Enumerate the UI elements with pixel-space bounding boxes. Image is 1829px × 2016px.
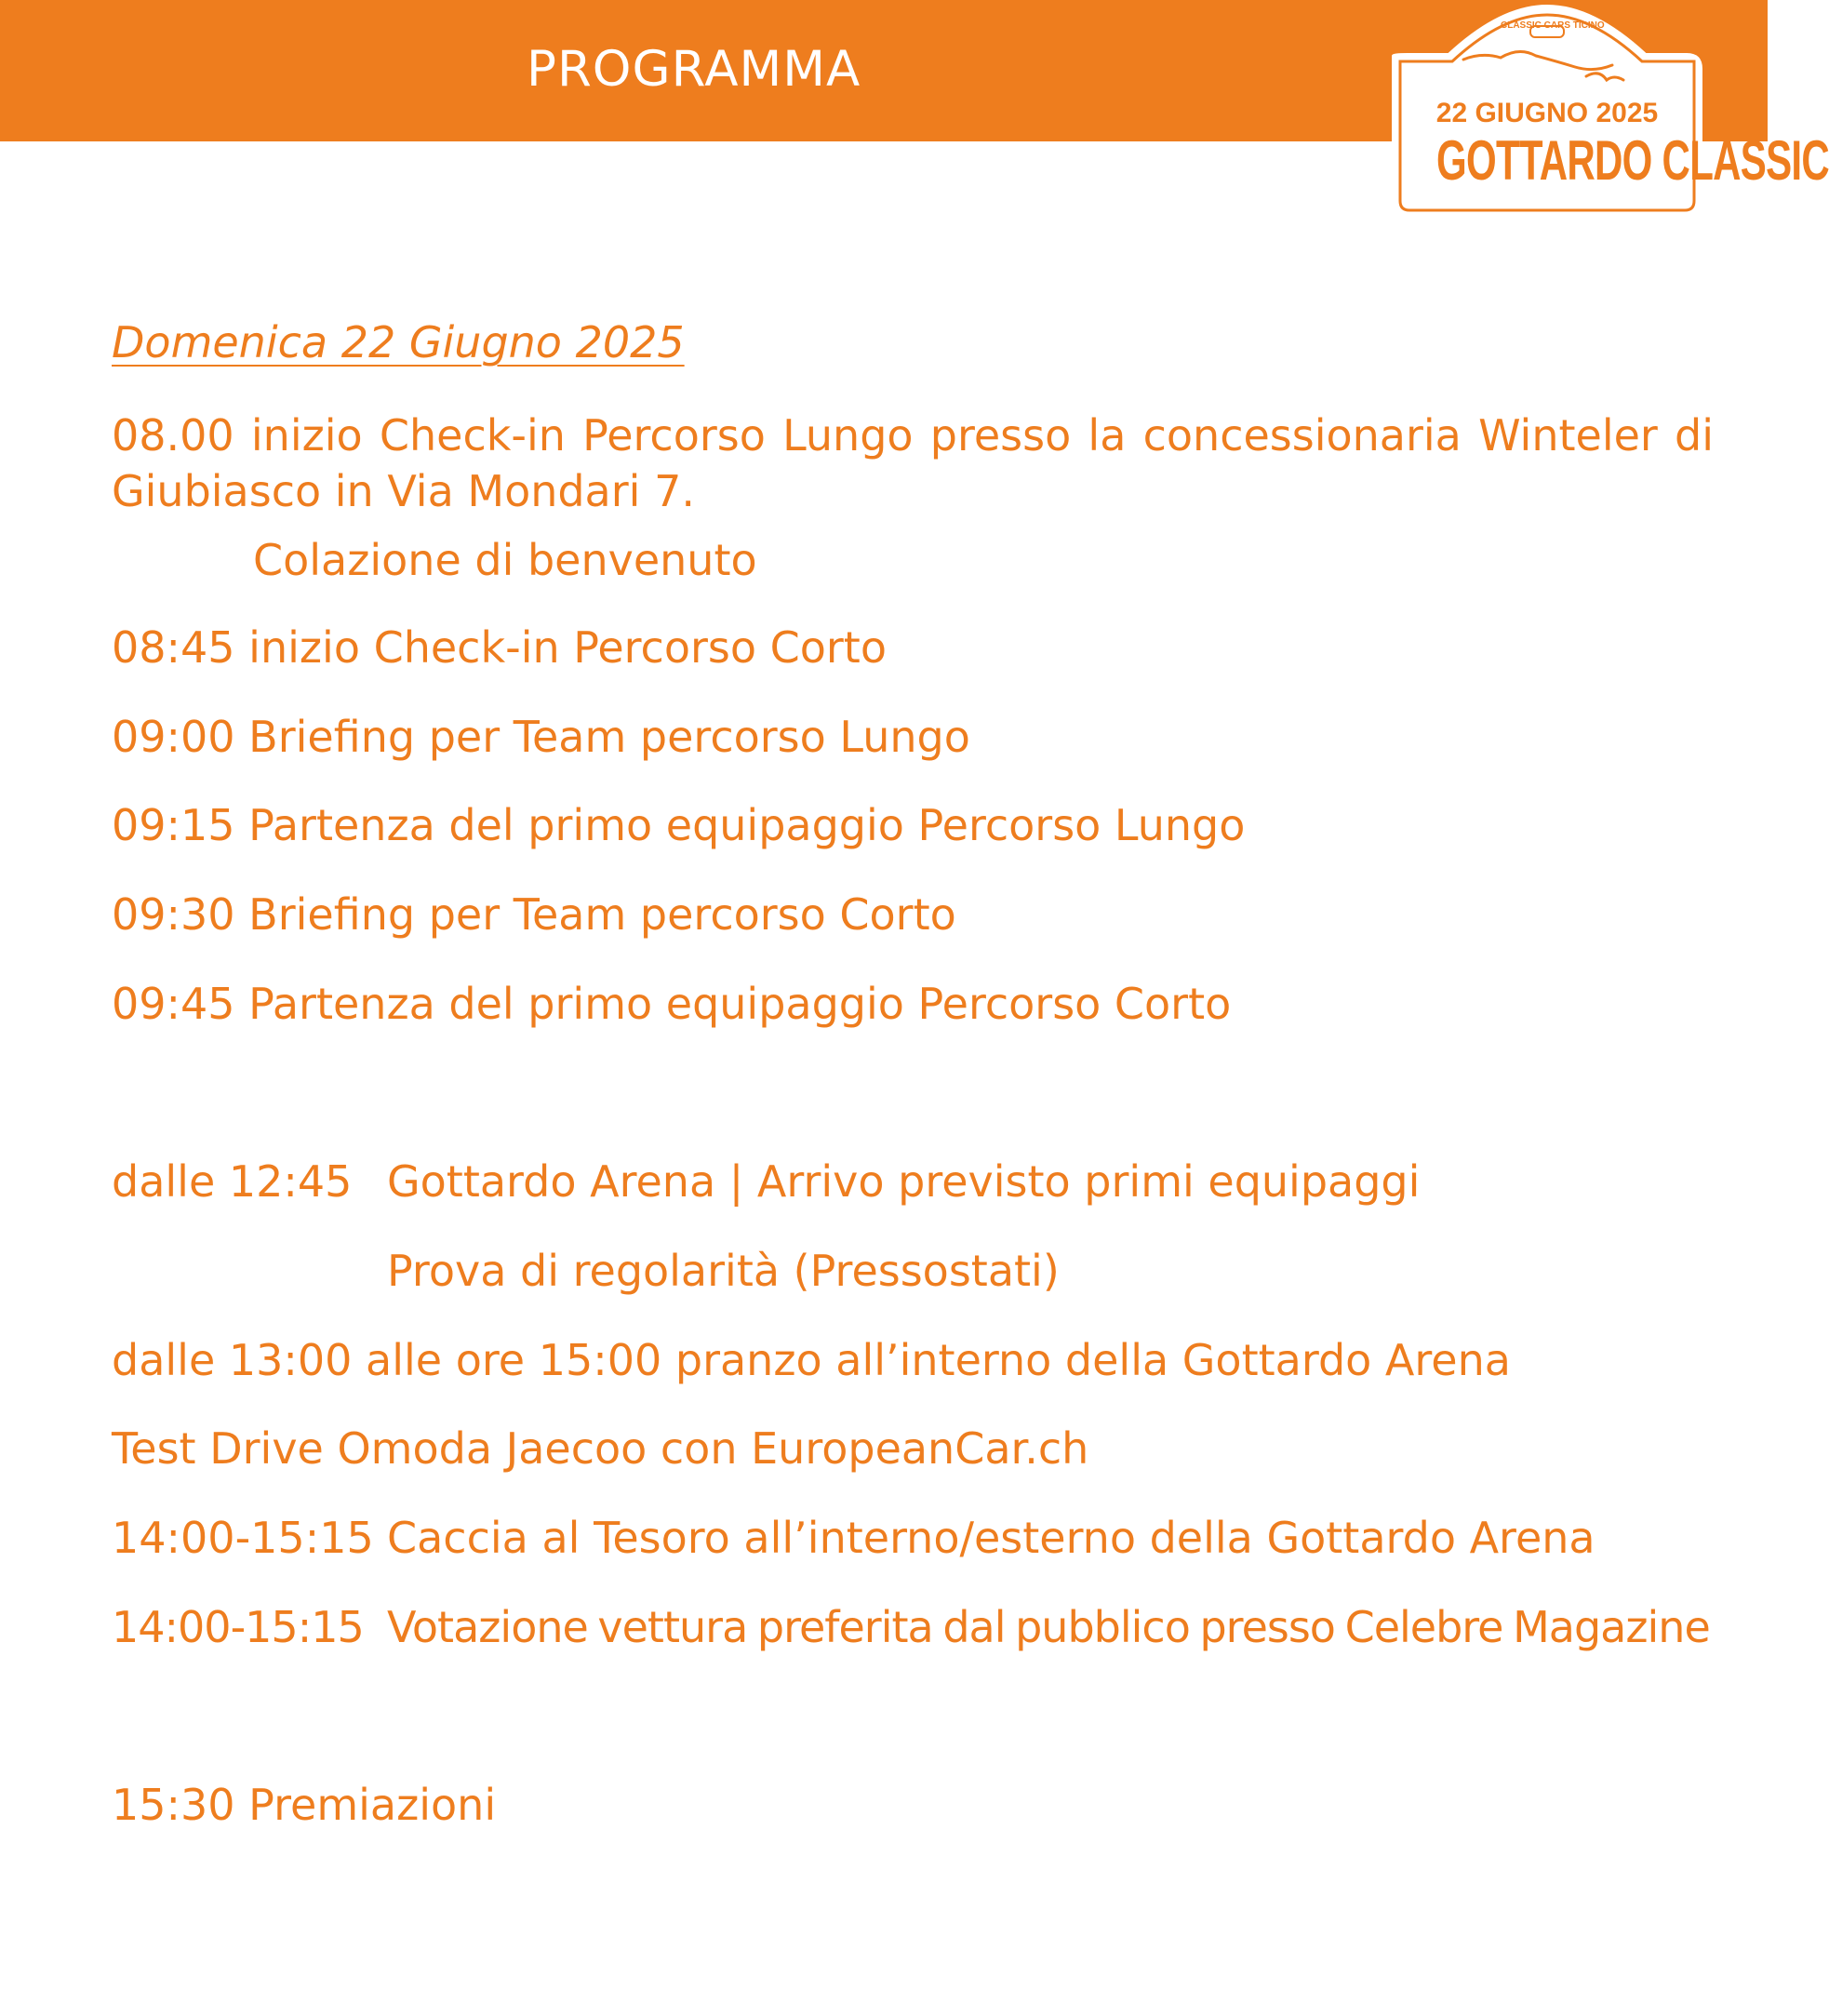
schedule-desc: Votazione vettura preferita dal pubblico presso Celebre Magazine [387, 1602, 1710, 1652]
gottardo-classic-logo [1380, 0, 1829, 223]
schedule-item: 09:30 Briefing per Team percorso Corto [112, 889, 956, 940]
schedule-item: dalle 13:00 alle ore 15:00 pranzo all’interno della Gottardo Arena [112, 1335, 1511, 1385]
schedule-desc: Gottardo Arena | Arrivo previsto primi equipaggi [387, 1156, 1421, 1207]
schedule-item: 08.00 inizio Check-in Percorso Lungo presso la concessionaria Winteler di Giubiasco in Via Mondari 7. [112, 410, 1714, 516]
schedule-time: 14:00-15:15 [112, 1602, 364, 1652]
schedule-time: dalle 12:45 [112, 1156, 353, 1207]
closing-item: 15:30 Premiazioni [112, 1780, 497, 1830]
schedule-item: Test Drive Omoda Jaecoo con EuropeanCar.ch [112, 1423, 1089, 1474]
schedule-item: 09:45 Partenza del primo equipaggio Percorso Corto [112, 979, 1232, 1029]
schedule-item: 09:15 Partenza del primo equipaggio Percorso Lungo [112, 800, 1246, 850]
schedule-time: 14:00-15:15 [112, 1513, 374, 1563]
schedule-item: 09:00 Briefing per Team percorso Lungo [112, 712, 970, 762]
schedule-item: 08:45 inizio Check-in Percorso Corto [112, 622, 887, 673]
schedule-item: Colazione di benvenuto [253, 535, 757, 585]
schedule-row [112, 1243, 1714, 1299]
logo-org: CLASSIC CARS TICINO [1501, 20, 1605, 31]
day-heading: Domenica 22 Giugno 2025 [112, 317, 685, 367]
page-title: PROGRAMMA [527, 41, 861, 98]
logo-date: 22 GIUGNO 2025 [1435, 98, 1659, 128]
schedule-row [112, 1510, 1714, 1566]
schedule-row [112, 1154, 1714, 1209]
schedule-row [112, 1599, 1714, 1655]
logo-name: GOTTARDO CLASSIC [1436, 129, 1829, 192]
schedule-desc: Caccia al Tesoro all’interno/esterno della Gottardo Arena [387, 1513, 1595, 1563]
schedule-desc: Prova di regolarità (Pressostati) [387, 1246, 1060, 1296]
